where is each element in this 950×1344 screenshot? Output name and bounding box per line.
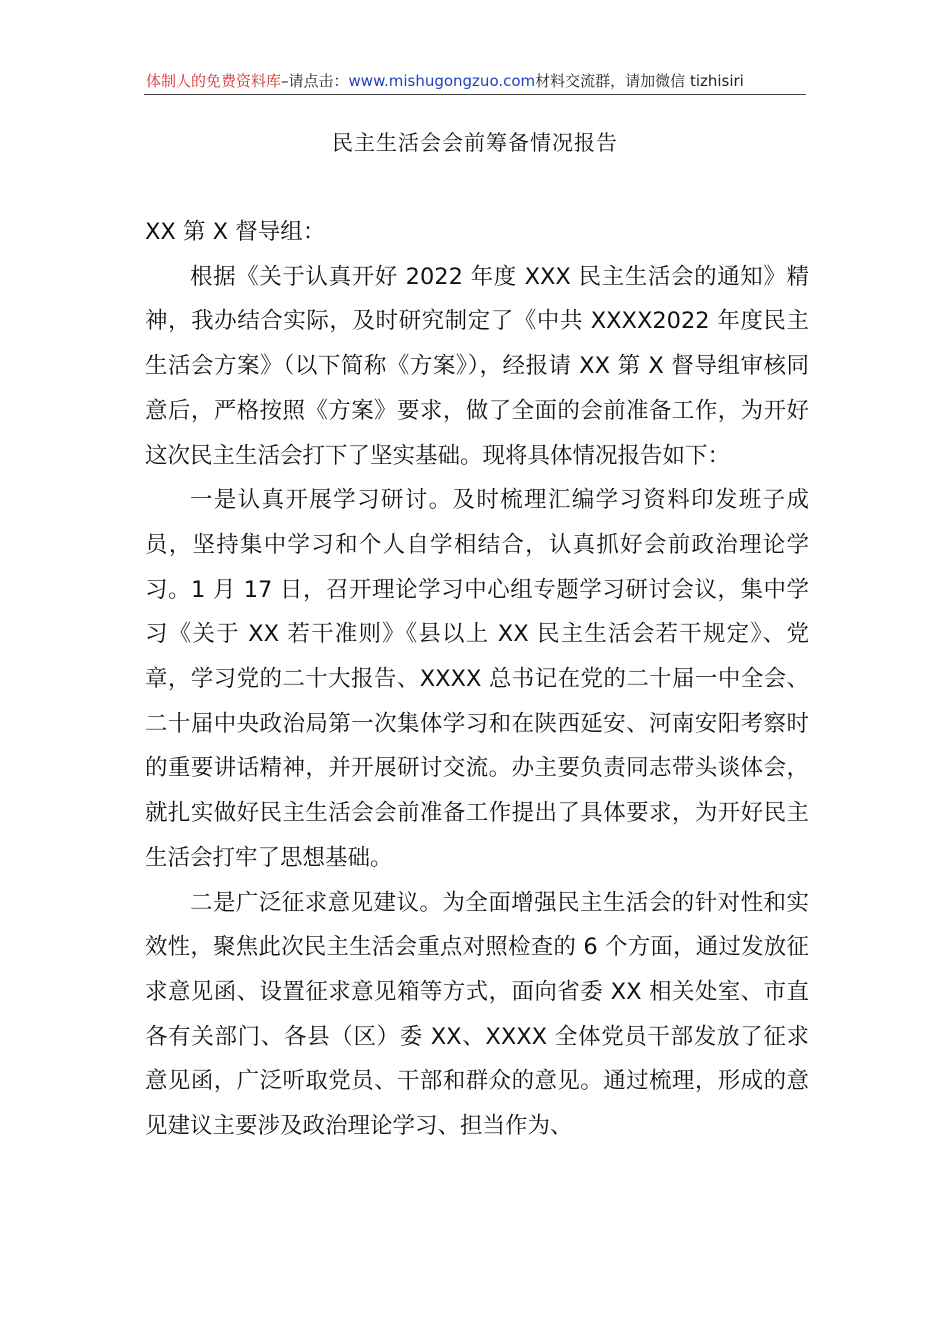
document-body bbox=[145, 210, 809, 1149]
header-contact: 材料交流群，请加微信 tizhisiri bbox=[535, 72, 744, 90]
header-prompt: –请点击： bbox=[281, 72, 349, 90]
page-header bbox=[146, 70, 806, 94]
header-brand: 体制人的免费资料库 bbox=[146, 72, 282, 90]
document-title: 民主生活会会前筹备情况报告 bbox=[332, 131, 618, 155]
header-link[interactable]: www.mishugongzuo.com bbox=[348, 72, 536, 90]
header-divider bbox=[144, 94, 806, 95]
paragraph-study: 一是认真开展学习研讨。及时梳理汇编学习资料印发班子成员，坚持集中学习和个人自学相结合，认真抓好会前政治理论学习。1 月 17 日，召开理论学习中心组专题学习研讨会议，集中学习《关于 XX 若干准则》《县以上 XX 民主生活会若干规定》、党章，学习党的二十大报告、XXXX 总书记在党的二十届一中全会、二十届中央政治局第一次集体学习和在陕西延安、河南安阳考察时的重要讲话精神，并开展研讨交流。办主要负责同志带头谈体会，就扎实做好民主生活会会前准备工作提出了具体要求，为开好民主生活会打牢了思想基础。 bbox=[145, 487, 809, 871]
paragraph-opinions: 二是广泛征求意见建议。为全面增强民主生活会的针对性和实效性，聚焦此次民主生活会重点对照检查的 6 个方面，通过发放征求意见函、设置征求意见箱等方式，面向省委 XX 相关处室、市直各有关部门、各县（区）委 XX、XXXX 全体党员干部发放了征求意见函，广泛听取党员、干部和群众的意见。通过梳理，形成的意见建议主要涉及政治理论学习、担当作为、 bbox=[145, 889, 809, 1140]
salutation: XX 第 X 督导组： bbox=[145, 219, 326, 245]
paragraph-intro: 根据《关于认真开好 2022 年度 XXX 民主生活会的通知》精神，我办结合实际，及时研究制定了《中共 XXXX2022 年度民主生活会方案》（以下简称《方案》），经报请 XX 第 X 督导组审核同意后，严格按照《方案》要求，做了全面的会前准备工作，为开好这次民主生活会打下了坚实基础。现将具体情况报告如下： bbox=[145, 263, 809, 469]
